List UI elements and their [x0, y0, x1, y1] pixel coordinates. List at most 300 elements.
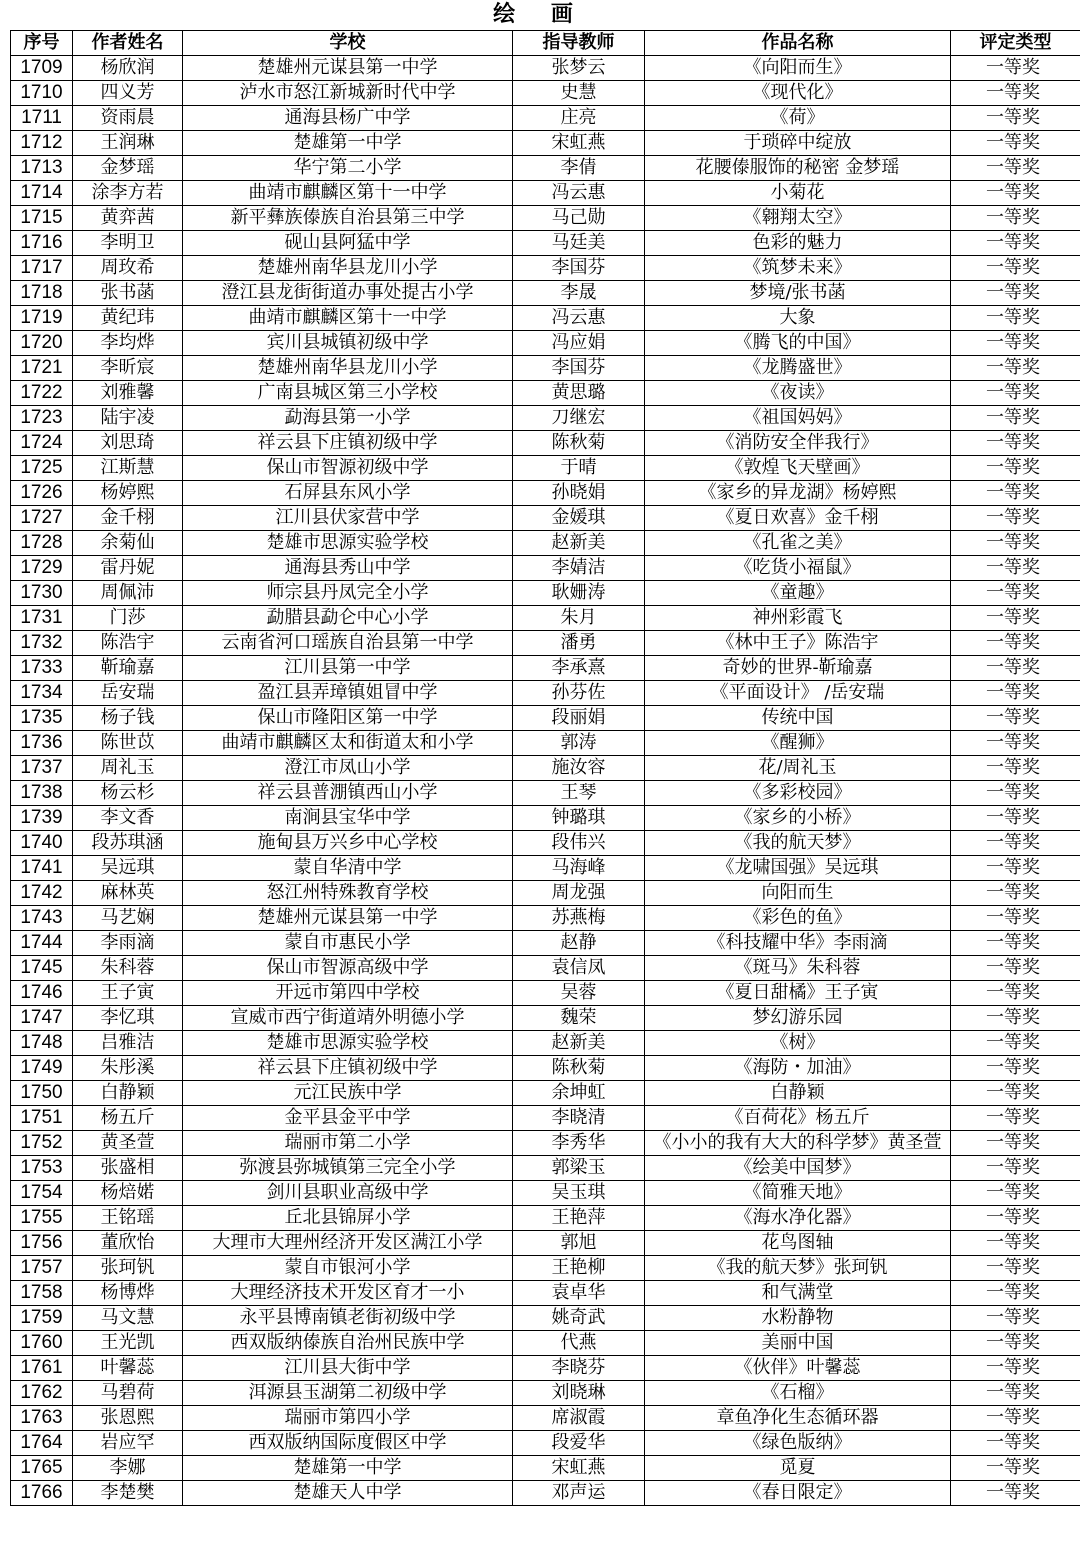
work-title-cell: 《龙腾盛世》	[645, 356, 951, 381]
work-title-cell: 《绘美中国梦》	[645, 1156, 951, 1181]
table-row	[11, 956, 1080, 981]
author-name-cell: 岳安瑞	[73, 681, 183, 706]
table-row	[11, 306, 1080, 331]
page-title: 绘 画	[493, 2, 587, 27]
work-title-cell: 《树》	[645, 1031, 951, 1056]
award-type-cell: 一等奖	[951, 331, 1080, 356]
serial-number-cell: 1719	[11, 306, 73, 331]
school-cell: 元江民族中学	[183, 1081, 513, 1106]
school-cell: 江川县伏家营中学	[183, 506, 513, 531]
instructor-cell: 冯云惠	[513, 181, 645, 206]
instructor-cell: 李晓芬	[513, 1356, 645, 1381]
instructor-cell: 段爱华	[513, 1431, 645, 1456]
author-name-cell: 杨云杉	[73, 781, 183, 806]
table-row	[11, 231, 1080, 256]
award-type-cell: 一等奖	[951, 1231, 1080, 1256]
table-row	[11, 481, 1080, 506]
serial-number-cell: 1764	[11, 1431, 73, 1456]
author-name-cell: 岩应罕	[73, 1431, 183, 1456]
serial-number-cell: 1709	[11, 56, 73, 81]
award-type-cell: 一等奖	[951, 356, 1080, 381]
award-type-cell: 一等奖	[951, 381, 1080, 406]
header-award-type: 评定类型	[951, 31, 1080, 56]
table-row	[11, 1281, 1080, 1306]
work-title-cell: 花腰傣服饰的秘密 金梦瑶	[645, 156, 951, 181]
table-row	[11, 406, 1080, 431]
work-title-cell: 《腾飞的中国》	[645, 331, 951, 356]
work-title-cell: 美丽中国	[645, 1331, 951, 1356]
instructor-cell: 耿姗涛	[513, 581, 645, 606]
instructor-cell: 李晟	[513, 281, 645, 306]
work-title-cell: 于琐碎中绽放	[645, 131, 951, 156]
award-type-cell: 一等奖	[951, 306, 1080, 331]
serial-number-cell: 1720	[11, 331, 73, 356]
school-cell: 勐海县第一小学	[183, 406, 513, 431]
work-title-cell: 《我的航天梦》	[645, 831, 951, 856]
school-cell: 勐腊县勐仑中心小学	[183, 606, 513, 631]
work-title-cell: 章鱼净化生态循环器	[645, 1406, 951, 1431]
instructor-cell: 宋虹燕	[513, 1456, 645, 1481]
table-row	[11, 331, 1080, 356]
work-title-cell: 大象	[645, 306, 951, 331]
instructor-cell: 赵静	[513, 931, 645, 956]
serial-number-cell: 1714	[11, 181, 73, 206]
instructor-cell: 郭梁玉	[513, 1156, 645, 1181]
school-cell: 师宗县丹凤完全小学	[183, 581, 513, 606]
table-row	[11, 1081, 1080, 1106]
instructor-cell: 周龙强	[513, 881, 645, 906]
award-type-cell: 一等奖	[951, 1356, 1080, 1381]
author-name-cell: 张书菡	[73, 281, 183, 306]
serial-number-cell: 1754	[11, 1181, 73, 1206]
instructor-cell: 史慧	[513, 81, 645, 106]
serial-number-cell: 1746	[11, 981, 73, 1006]
work-title-cell: 《石榴》	[645, 1381, 951, 1406]
table-row	[11, 706, 1080, 731]
work-title-cell: 《小小的我有大大的科学梦》黄圣萱	[645, 1131, 951, 1156]
work-title-cell: 传统中国	[645, 706, 951, 731]
work-title-cell: 《彩色的鱼》	[645, 906, 951, 931]
work-title-cell: 《简雅天地》	[645, 1181, 951, 1206]
author-name-cell: 杨博烨	[73, 1281, 183, 1306]
award-type-cell: 一等奖	[951, 1256, 1080, 1281]
serial-number-cell: 1728	[11, 531, 73, 556]
instructor-cell: 冯应娟	[513, 331, 645, 356]
award-type-cell: 一等奖	[951, 831, 1080, 856]
instructor-cell: 苏燕梅	[513, 906, 645, 931]
award-type-cell: 一等奖	[951, 1306, 1080, 1331]
serial-number-cell: 1748	[11, 1031, 73, 1056]
header-author-name: 作者姓名	[73, 31, 183, 56]
serial-number-cell: 1766	[11, 1481, 73, 1506]
school-cell: 瑞丽市第二小学	[183, 1131, 513, 1156]
award-type-cell: 一等奖	[951, 1031, 1080, 1056]
award-type-cell: 一等奖	[951, 531, 1080, 556]
author-name-cell: 李楚樊	[73, 1481, 183, 1506]
table-row	[11, 206, 1080, 231]
instructor-cell: 陈秋菊	[513, 1056, 645, 1081]
instructor-cell: 李国芬	[513, 356, 645, 381]
school-cell: 通海县杨广中学	[183, 106, 513, 131]
serial-number-cell: 1743	[11, 906, 73, 931]
author-name-cell: 段苏琪涵	[73, 831, 183, 856]
award-type-cell: 一等奖	[951, 1181, 1080, 1206]
author-name-cell: 周礼玉	[73, 756, 183, 781]
award-type-cell: 一等奖	[951, 56, 1080, 81]
serial-number-cell: 1755	[11, 1206, 73, 1231]
table-body	[11, 56, 1080, 1506]
author-name-cell: 余菊仙	[73, 531, 183, 556]
instructor-cell: 李晓清	[513, 1106, 645, 1131]
work-title-cell: 《绿色版纳》	[645, 1431, 951, 1456]
award-type-cell: 一等奖	[951, 731, 1080, 756]
school-cell: 大理市大理州经济开发区满江小学	[183, 1231, 513, 1256]
serial-number-cell: 1718	[11, 281, 73, 306]
work-title-cell: 《现代化》	[645, 81, 951, 106]
author-name-cell: 张恩熙	[73, 1406, 183, 1431]
school-cell: 楚雄市思源实验学校	[183, 1031, 513, 1056]
author-name-cell: 李昕宸	[73, 356, 183, 381]
work-title-cell: 《我的航天梦》张珂钒	[645, 1256, 951, 1281]
table-row	[11, 256, 1080, 281]
instructor-cell: 钟璐琪	[513, 806, 645, 831]
instructor-cell: 马己勋	[513, 206, 645, 231]
table-row	[11, 1381, 1080, 1406]
work-title-cell: 神州彩霞飞	[645, 606, 951, 631]
instructor-cell: 赵新美	[513, 531, 645, 556]
serial-number-cell: 1737	[11, 756, 73, 781]
work-title-cell: 《祖国妈妈》	[645, 406, 951, 431]
award-type-cell: 一等奖	[951, 456, 1080, 481]
school-cell: 澄江市凤山小学	[183, 756, 513, 781]
work-title-cell: 《敦煌飞天壁画》	[645, 456, 951, 481]
school-cell: 楚雄州南华县龙川小学	[183, 256, 513, 281]
award-type-cell: 一等奖	[951, 581, 1080, 606]
instructor-cell: 宋虹燕	[513, 131, 645, 156]
author-name-cell: 李雨滴	[73, 931, 183, 956]
author-name-cell: 杨五斤	[73, 1106, 183, 1131]
work-title-cell: 《醒狮》	[645, 731, 951, 756]
author-name-cell: 陈浩宇	[73, 631, 183, 656]
author-name-cell: 金千栩	[73, 506, 183, 531]
author-name-cell: 王子寅	[73, 981, 183, 1006]
table-row	[11, 781, 1080, 806]
school-cell: 楚雄州南华县龙川小学	[183, 356, 513, 381]
table-row	[11, 631, 1080, 656]
serial-number-cell: 1729	[11, 556, 73, 581]
table-row	[11, 131, 1080, 156]
serial-number-cell: 1716	[11, 231, 73, 256]
school-cell: 楚雄第一中学	[183, 131, 513, 156]
award-type-cell: 一等奖	[951, 931, 1080, 956]
table-row	[11, 106, 1080, 131]
instructor-cell: 李倩	[513, 156, 645, 181]
results-table	[10, 30, 1080, 1506]
school-cell: 蒙自华清中学	[183, 856, 513, 881]
award-type-cell: 一等奖	[951, 881, 1080, 906]
school-cell: 剑川县职业高级中学	[183, 1181, 513, 1206]
author-name-cell: 周佩沛	[73, 581, 183, 606]
work-title-cell: 花/周礼玉	[645, 756, 951, 781]
work-title-cell: 《向阳而生》	[645, 56, 951, 81]
award-type-cell: 一等奖	[951, 1131, 1080, 1156]
school-cell: 保山市智源初级中学	[183, 456, 513, 481]
school-cell: 楚雄第一中学	[183, 1456, 513, 1481]
instructor-cell: 袁卓华	[513, 1281, 645, 1306]
work-title-cell: 《海防・加油》	[645, 1056, 951, 1081]
school-cell: 泸水市怒江新城新时代中学	[183, 81, 513, 106]
serial-number-cell: 1761	[11, 1356, 73, 1381]
serial-number-cell: 1724	[11, 431, 73, 456]
table-row	[11, 856, 1080, 881]
author-name-cell: 王润琳	[73, 131, 183, 156]
work-title-cell: 《家乡的异龙湖》杨婷熙	[645, 481, 951, 506]
author-name-cell: 李文香	[73, 806, 183, 831]
work-title-cell: 《孔雀之美》	[645, 531, 951, 556]
author-name-cell: 刘雅馨	[73, 381, 183, 406]
award-type-cell: 一等奖	[951, 206, 1080, 231]
table-row	[11, 831, 1080, 856]
serial-number-cell: 1726	[11, 481, 73, 506]
table-row	[11, 81, 1080, 106]
school-cell: 瑞丽市第四小学	[183, 1406, 513, 1431]
table-row	[11, 356, 1080, 381]
serial-number-cell: 1744	[11, 931, 73, 956]
author-name-cell: 张盛相	[73, 1156, 183, 1181]
work-title-cell: 《科技耀中华》李雨滴	[645, 931, 951, 956]
work-title-cell: 白静颖	[645, 1081, 951, 1106]
award-type-cell: 一等奖	[951, 681, 1080, 706]
author-name-cell: 杨欣润	[73, 56, 183, 81]
award-type-cell: 一等奖	[951, 231, 1080, 256]
author-name-cell: 杨子钱	[73, 706, 183, 731]
instructor-cell: 孙晓娟	[513, 481, 645, 506]
award-type-cell: 一等奖	[951, 481, 1080, 506]
award-type-cell: 一等奖	[951, 406, 1080, 431]
work-title-cell: 《伙伴》叶馨蕊	[645, 1356, 951, 1381]
author-name-cell: 江斯慧	[73, 456, 183, 481]
school-cell: 金平县金平中学	[183, 1106, 513, 1131]
author-name-cell: 李忆琪	[73, 1006, 183, 1031]
instructor-cell: 李秀华	[513, 1131, 645, 1156]
work-title-cell: 向阳而生	[645, 881, 951, 906]
author-name-cell: 王铭瑶	[73, 1206, 183, 1231]
table-row	[11, 806, 1080, 831]
serial-number-cell: 1732	[11, 631, 73, 656]
author-name-cell: 马艺娴	[73, 906, 183, 931]
school-cell: 广南县城区第三小学校	[183, 381, 513, 406]
instructor-cell: 段丽娟	[513, 706, 645, 731]
serial-number-cell: 1727	[11, 506, 73, 531]
school-cell: 祥云县下庄镇初级中学	[183, 431, 513, 456]
author-name-cell: 马文慧	[73, 1306, 183, 1331]
award-type-cell: 一等奖	[951, 1006, 1080, 1031]
instructor-cell: 刀继宏	[513, 406, 645, 431]
serial-number-cell: 1765	[11, 1456, 73, 1481]
author-name-cell: 黄圣萱	[73, 1131, 183, 1156]
award-type-cell: 一等奖	[951, 631, 1080, 656]
table-row	[11, 1156, 1080, 1181]
serial-number-cell: 1740	[11, 831, 73, 856]
author-name-cell: 门莎	[73, 606, 183, 631]
school-cell: 江川县大街中学	[183, 1356, 513, 1381]
award-type-cell: 一等奖	[951, 556, 1080, 581]
serial-number-cell: 1731	[11, 606, 73, 631]
author-name-cell: 张珂钒	[73, 1256, 183, 1281]
serial-number-cell: 1742	[11, 881, 73, 906]
award-type-cell: 一等奖	[951, 156, 1080, 181]
award-type-cell: 一等奖	[951, 1381, 1080, 1406]
school-cell: 新平彝族傣族自治县第三中学	[183, 206, 513, 231]
work-title-cell: 觅夏	[645, 1456, 951, 1481]
author-name-cell: 吕雅洁	[73, 1031, 183, 1056]
table-header-row	[11, 31, 1080, 56]
school-cell: 祥云县下庄镇初级中学	[183, 1056, 513, 1081]
award-type-cell: 一等奖	[951, 106, 1080, 131]
author-name-cell: 白静颖	[73, 1081, 183, 1106]
table-row	[11, 981, 1080, 1006]
award-type-cell: 一等奖	[951, 81, 1080, 106]
school-cell: 怒江州特殊教育学校	[183, 881, 513, 906]
award-type-cell: 一等奖	[951, 606, 1080, 631]
author-name-cell: 朱科蓉	[73, 956, 183, 981]
table-row	[11, 431, 1080, 456]
instructor-cell: 黄思璐	[513, 381, 645, 406]
author-name-cell: 杨焙婼	[73, 1181, 183, 1206]
work-title-cell: 《百荷花》杨五斤	[645, 1106, 951, 1131]
award-type-cell: 一等奖	[951, 1481, 1080, 1506]
table-row	[11, 56, 1080, 81]
work-title-cell: 《筑梦未来》	[645, 256, 951, 281]
award-type-cell: 一等奖	[951, 756, 1080, 781]
table-row	[11, 556, 1080, 581]
author-name-cell: 刘思琦	[73, 431, 183, 456]
instructor-cell: 吴玉琪	[513, 1181, 645, 1206]
table-row	[11, 1331, 1080, 1356]
instructor-cell: 李国芬	[513, 256, 645, 281]
table-row	[11, 906, 1080, 931]
instructor-cell: 王艳柳	[513, 1256, 645, 1281]
author-name-cell: 李均烨	[73, 331, 183, 356]
work-title-cell: 《吃货小福鼠》	[645, 556, 951, 581]
serial-number-cell: 1763	[11, 1406, 73, 1431]
work-title-cell: 《翱翔太空》	[645, 206, 951, 231]
school-cell: 楚雄天人中学	[183, 1481, 513, 1506]
table-row	[11, 581, 1080, 606]
serial-number-cell: 1758	[11, 1281, 73, 1306]
school-cell: 永平县博南镇老街初级中学	[183, 1306, 513, 1331]
school-cell: 楚雄市思源实验学校	[183, 531, 513, 556]
table-row	[11, 931, 1080, 956]
author-name-cell: 四义芳	[73, 81, 183, 106]
award-type-cell: 一等奖	[951, 1056, 1080, 1081]
table-row	[11, 1106, 1080, 1131]
serial-number-cell: 1736	[11, 731, 73, 756]
author-name-cell: 李明卫	[73, 231, 183, 256]
award-type-cell: 一等奖	[951, 806, 1080, 831]
table-row	[11, 156, 1080, 181]
school-cell: 石屏县东风小学	[183, 481, 513, 506]
author-name-cell: 资雨晨	[73, 106, 183, 131]
author-name-cell: 雷丹妮	[73, 556, 183, 581]
award-type-cell: 一等奖	[951, 856, 1080, 881]
header-school: 学校	[183, 31, 513, 56]
author-name-cell: 黄纪玮	[73, 306, 183, 331]
author-name-cell: 王光凯	[73, 1331, 183, 1356]
school-cell: 楚雄州元谋县第一中学	[183, 906, 513, 931]
school-cell: 施甸县万兴乡中心学校	[183, 831, 513, 856]
school-cell: 蒙自市惠民小学	[183, 931, 513, 956]
table-row	[11, 1206, 1080, 1231]
school-cell: 宣威市西宁街道靖外明德小学	[183, 1006, 513, 1031]
award-type-cell: 一等奖	[951, 1456, 1080, 1481]
work-title-cell: 梦幻游乐园	[645, 1006, 951, 1031]
work-title-cell: 《平面设计》 /岳安瑞	[645, 681, 951, 706]
author-name-cell: 陈世苡	[73, 731, 183, 756]
school-cell: 曲靖市麒麟区第十一中学	[183, 306, 513, 331]
serial-number-cell: 1751	[11, 1106, 73, 1131]
work-title-cell: 花鸟图轴	[645, 1231, 951, 1256]
serial-number-cell: 1757	[11, 1256, 73, 1281]
school-cell: 保山市智源高级中学	[183, 956, 513, 981]
serial-number-cell: 1721	[11, 356, 73, 381]
school-cell: 云南省河口瑶族自治县第一中学	[183, 631, 513, 656]
serial-number-cell: 1738	[11, 781, 73, 806]
school-cell: 洱源县玉湖第二初级中学	[183, 1381, 513, 1406]
table-row	[11, 381, 1080, 406]
author-name-cell: 靳瑜嘉	[73, 656, 183, 681]
table-row	[11, 606, 1080, 631]
serial-number-cell: 1739	[11, 806, 73, 831]
award-type-cell: 一等奖	[951, 1406, 1080, 1431]
instructor-cell: 席淑霞	[513, 1406, 645, 1431]
work-title-cell: 《多彩校园》	[645, 781, 951, 806]
serial-number-cell: 1735	[11, 706, 73, 731]
author-name-cell: 叶馨蕊	[73, 1356, 183, 1381]
work-title-cell: 奇妙的世界-靳瑜嘉	[645, 656, 951, 681]
school-cell: 通海县秀山中学	[183, 556, 513, 581]
award-type-cell: 一等奖	[951, 781, 1080, 806]
author-name-cell: 陆宇凌	[73, 406, 183, 431]
work-title-cell: 《海水净化器》	[645, 1206, 951, 1231]
table-row	[11, 1356, 1080, 1381]
instructor-cell: 朱月	[513, 606, 645, 631]
school-cell: 祥云县普淜镇西山小学	[183, 781, 513, 806]
table-row	[11, 681, 1080, 706]
table-row	[11, 1456, 1080, 1481]
serial-number-cell: 1750	[11, 1081, 73, 1106]
instructor-cell: 郭涛	[513, 731, 645, 756]
instructor-cell: 郭旭	[513, 1231, 645, 1256]
award-type-cell: 一等奖	[951, 1281, 1080, 1306]
table-row	[11, 506, 1080, 531]
award-type-cell: 一等奖	[951, 1081, 1080, 1106]
table-row	[11, 1006, 1080, 1031]
author-name-cell: 吴远琪	[73, 856, 183, 881]
author-name-cell: 周玫希	[73, 256, 183, 281]
table-row	[11, 1131, 1080, 1156]
table-row	[11, 1256, 1080, 1281]
school-cell: 南涧县宝华中学	[183, 806, 513, 831]
work-title-cell: 梦境/张书菡	[645, 281, 951, 306]
instructor-cell: 马廷美	[513, 231, 645, 256]
work-title-cell: 《林中王子》陈浩宇	[645, 631, 951, 656]
instructor-cell: 马海峰	[513, 856, 645, 881]
school-cell: 曲靖市麒麟区太和街道太和小学	[183, 731, 513, 756]
table-row	[11, 1406, 1080, 1431]
school-cell: 华宁第二小学	[183, 156, 513, 181]
work-title-cell: 水粉静物	[645, 1306, 951, 1331]
